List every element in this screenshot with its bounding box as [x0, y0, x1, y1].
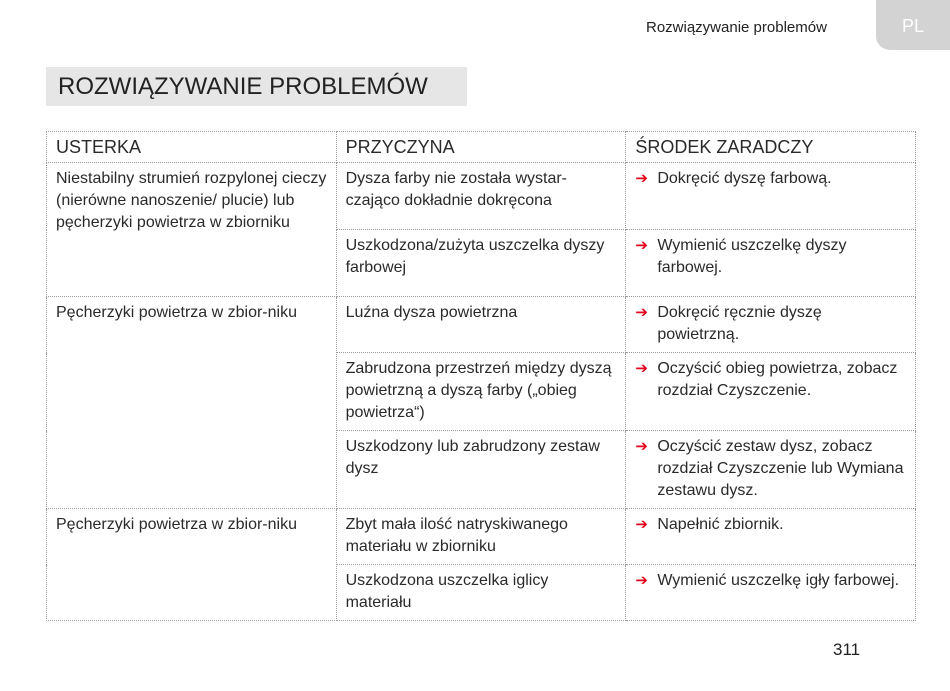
troubleshooting-table — [46, 131, 916, 621]
table-row — [47, 509, 916, 565]
arrow-right-icon: ➔ — [635, 304, 648, 321]
column-header-remedy: ŚRODEK ZARADCZY — [626, 132, 916, 163]
remedy-cell — [626, 509, 916, 565]
remedy-cell — [626, 230, 916, 297]
column-header-fault: USTERKA — [47, 132, 337, 163]
remedy-text: Napełnić zbiornik. — [657, 516, 784, 533]
arrow-right-icon: ➔ — [635, 572, 648, 589]
column-header-cause: PRZYCZYNA — [336, 132, 626, 163]
cause-cell: Uszkodzony lub zabrudzony zestaw dysz — [336, 431, 626, 509]
remedy-cell — [626, 431, 916, 509]
remedy-text: Oczyścić zestaw dysz, zobacz rozdział Czyszczenie lub Wymiana zestawu dysz. — [657, 438, 904, 499]
remedy-text: Dokręcić dyszę farbową. — [657, 170, 832, 187]
cause-cell: Zbyt mała ilość natryskiwanego materiału w zbiorniku — [336, 509, 626, 565]
table-row — [47, 163, 916, 230]
cause-cell: Zabrudzona przestrzeń między dyszą powietrzną a dyszą farby („obieg powietrza“) — [336, 353, 626, 431]
remedy-cell — [626, 353, 916, 431]
arrow-right-icon: ➔ — [635, 237, 648, 254]
table-header-row — [47, 132, 916, 163]
page-number: 311 — [833, 640, 861, 659]
running-head: Rozwiązywanie problemów — [646, 19, 827, 36]
cause-cell: Luźna dysza powietrzna — [336, 297, 626, 353]
fault-cell: Pęcherzyki powietrza w zbior-niku — [47, 297, 337, 509]
cause-cell: Uszkodzona uszczelka iglicy materiału — [336, 565, 626, 621]
remedy-cell — [626, 297, 916, 353]
cause-cell: Dysza farby nie została wystar-czająco dokładnie dokręcona — [336, 163, 626, 230]
fault-cell: Pęcherzyki powietrza w zbior-niku — [47, 509, 337, 621]
section-title: ROZWIĄZYWANIE PROBLEMÓW — [46, 67, 467, 106]
remedy-text: Wymienić uszczelkę igły farbowej. — [657, 572, 900, 589]
arrow-right-icon: ➔ — [635, 516, 648, 533]
language-tab: PL — [876, 0, 950, 50]
table-row — [47, 297, 916, 353]
remedy-cell — [626, 565, 916, 621]
arrow-right-icon: ➔ — [635, 170, 648, 187]
remedy-cell — [626, 163, 916, 230]
remedy-text: Dokręcić ręcznie dyszę powietrzną. — [657, 304, 822, 343]
fault-cell: Niestabilny strumień rozpylonej cieczy (nierówne nanoszenie/ plucie) lub pęcherzyki powietrza w zbiorniku — [47, 163, 337, 297]
remedy-text: Wymienić uszczelkę dyszy farbowej. — [657, 237, 847, 276]
remedy-text: Oczyścić obieg powietrza, zobacz rozdział Czyszczenie. — [657, 360, 898, 399]
arrow-right-icon: ➔ — [635, 360, 648, 377]
cause-cell: Uszkodzona/zużyta uszczelka dyszy farbowej — [336, 230, 626, 297]
arrow-right-icon: ➔ — [635, 438, 648, 455]
